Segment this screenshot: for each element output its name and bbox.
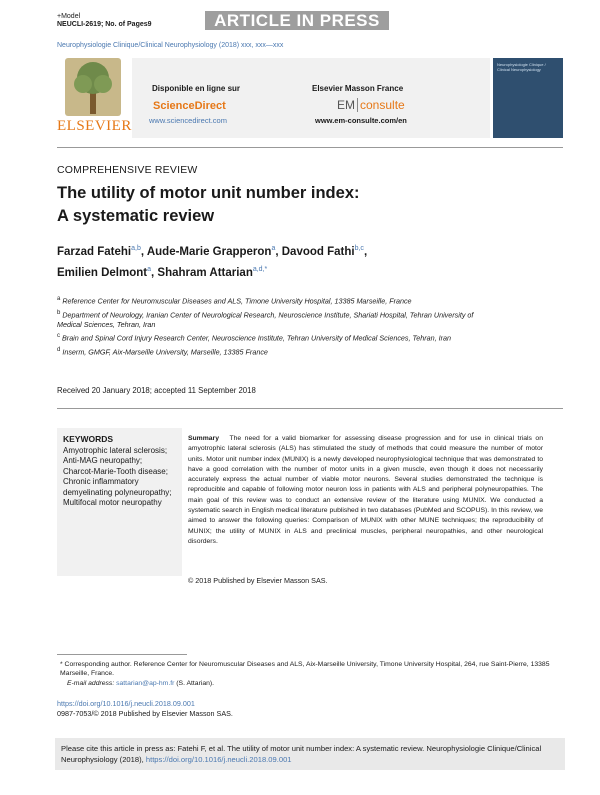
keywords-heading: KEYWORDS — [63, 434, 114, 444]
author-affiliation-mark[interactable]: a,d,* — [252, 265, 268, 273]
footnote-rule — [57, 654, 187, 655]
emconsulte-logo[interactable] — [337, 98, 405, 112]
banner-links-panel — [132, 58, 490, 138]
abstract-copyright: © 2018 Published by Elsevier Masson SAS. — [188, 576, 328, 585]
title-line-1: The utility of motor unit number index: — [57, 184, 360, 202]
email-line — [57, 679, 567, 688]
divider — [57, 408, 563, 409]
elsevier-logo[interactable] — [57, 58, 130, 138]
abstract-text: The need for a valid biomarker for assessing disease progression and for use in clinical trials on amyotrophic lateral sclerosis (ALS) has stimulated the study of methods that could measure the number of motor units. Motor unit number index (MUNIX) is a newly developed neurophysiological technique that was demonstrated to have a good correlation with the number of motor units in a given muscle, even though it does not necessarily accurately express the actual number of viable motor neurons. Several studies demonstrated the technique is reproducible and capable of following motor neuron loss in patients with ALS and peripheral polyneuropathies. The main goal of this review was to conduct an extensive review of the literature using MUNIX. We conducted a systematic search in English medical literature published in two databases (PubMed and SCOPUS). In this review, we aimed to answer the following queries: Comparison of MUNIX with other MUNE techniques; the reproducibility of MUNIX; the utility of MUNIX in ALS and preclinical muscles, peripheral neuropathies, and other neurological disorders. — [188, 435, 543, 545]
em-france-label: Elsevier Masson France — [312, 84, 404, 93]
abstract-label: Summary — [188, 435, 219, 442]
author-name[interactable]: Aude-Marie Grapperon — [146, 245, 272, 258]
affiliation-item: $^c$ Brain and Spinal Cord Injury Research Center, Neuroscience Institute, Tehran University of Medical Sciences, Tehran, Iran — [57, 333, 451, 343]
citation-text — [61, 743, 561, 765]
publisher-banner — [57, 54, 563, 142]
model-info — [57, 13, 152, 29]
abstract — [188, 434, 543, 547]
article-in-press-banner: ARTICLE IN PRESS — [205, 11, 389, 30]
section-label: COMPREHENSIVE REVIEW — [57, 164, 198, 176]
emconsulte-url[interactable]: www.em-consulte.com/en — [315, 116, 407, 125]
emconsulte-consulte: consulte — [360, 98, 405, 112]
issn-line: 0987-7053/© 2018 Published by Elsevier Masson SAS. — [57, 709, 233, 718]
received-dates: Received 20 January 2018; accepted 11 September 2018 — [57, 386, 256, 395]
author-name[interactable]: Farzad Fatehi — [57, 245, 132, 258]
author-name[interactable]: Shahram Attarian — [157, 266, 253, 279]
journal-cover-title: Neurophysiologie Clinique / Clinical Neurophysiology — [497, 62, 546, 72]
corresponding-author-text: * Corresponding author. Reference Center for Neuromuscular Diseases and ALS, Aix-Marseille University, Timone University Hospital, 264, rue Saint-Pierre, 13385 Marseille, France. — [60, 661, 550, 678]
title-line-2: A systematic review — [57, 207, 215, 225]
elsevier-tree-icon — [65, 58, 121, 116]
model-line-2: NEUCLI-2619; No. of Pages9 — [57, 21, 152, 28]
affiliation-item: $^d$ Inserm, GMGF, Aix-Marseille University, Marseille, 13385 France — [57, 346, 268, 357]
emconsulte-em: EM — [337, 98, 358, 112]
email-label: E-mail address: — [67, 679, 115, 687]
citation-body: Please cite this article in press as: Fatehi F, et al. The utility of motor unit number index: A systematic review. Neurophysiologie Clinique/Clinical Neurophysiology (2018), — [61, 744, 542, 764]
doi-link[interactable]: https://doi.org/10.1016/j.neucli.2018.09.001 — [57, 699, 195, 708]
journal-citation-link[interactable]: Neurophysiologie Clinique/Clinical Neurophysiology (2018) xxx, xxx—xxx — [57, 42, 284, 49]
keyword-item: Multifocal motor neuropathy — [63, 498, 162, 508]
affiliation-item: $^b$ Department of Neurology, Iranian Center of Neurological Research, Neuroscience Institute, Shariati Hospital, Tehran University of Medical Sciences, Tehran, Iran — [57, 309, 474, 330]
email-link[interactable]: sattarian@ap-hm.fr — [116, 679, 175, 687]
divider — [57, 147, 563, 148]
article-title — [57, 182, 537, 228]
citation-doi-link[interactable]: https://doi.org/10.1016/j.neucli.2018.09.001 — [145, 755, 292, 764]
keyword-item: Charcot-Marie-Tooth disease; — [63, 466, 168, 476]
keyword-item: Anti-MAG neuropathy; — [63, 456, 143, 466]
sciencedirect-url[interactable]: www.sciencedirect.com — [149, 116, 227, 125]
keyword-item: Chronic inflammatory demyelinating polyneuropathy; — [63, 477, 172, 497]
affiliation-item: $^a$ Reference Center for Neuromuscular Diseases and ALS, Timone University Hospital, 13385 Marseille, France — [57, 296, 412, 306]
author-list: Farzad Fatehi$^{a,b}$, Aude-Marie Grapperon$^a$, Davood Fathi$^{b,c}$, Emilien Delmont$^a$, Shahram Attarian$^{a,d,*}$ — [57, 245, 368, 279]
available-online-label: Disponible en ligne sur — [152, 84, 241, 93]
author-name[interactable]: Davood Fathi — [281, 245, 355, 258]
author-affiliation-mark[interactable]: a — [271, 245, 276, 252]
author-name[interactable]: Emilien Delmont — [57, 266, 148, 279]
sciencedirect-logo[interactable]: ScienceDirect — [153, 100, 226, 112]
keyword-item: Amyotrophic lateral sclerosis; — [63, 446, 168, 455]
author-affiliation-mark[interactable]: b,c — [354, 245, 364, 252]
model-line-1: +Model — [57, 13, 81, 20]
email-suffix: (S. Attarian). — [176, 679, 215, 687]
elsevier-wordmark: ELSEVIER — [57, 118, 132, 134]
corresponding-author-footnote — [57, 660, 567, 688]
author-affiliation-mark[interactable]: a — [147, 265, 152, 273]
affiliations — [57, 294, 477, 359]
author-affiliation-mark[interactable]: a,b — [131, 245, 141, 252]
keywords-list — [63, 446, 181, 508]
